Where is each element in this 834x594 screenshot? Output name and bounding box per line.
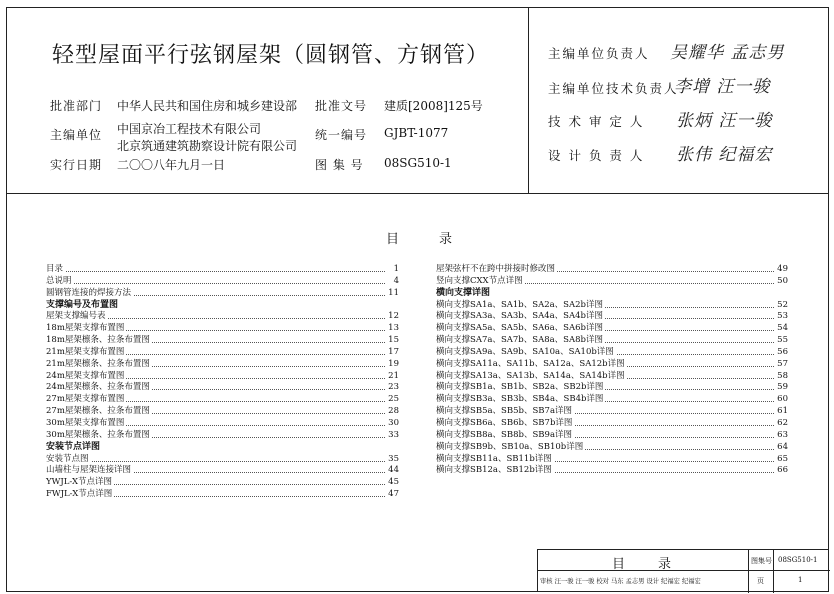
- unified-no: GJBT-1077: [384, 126, 449, 140]
- title-block-atlas-no: 08SG510-1: [778, 556, 818, 564]
- toc-entry-page: 35: [385, 454, 399, 466]
- handwritten-signature: 吴耀华 孟志男: [670, 43, 785, 63]
- toc-entry: [436, 276, 788, 288]
- header-vertical-divider: [528, 7, 529, 193]
- toc-entry-title: 横向支撑SB8a、SB8b、SB9a详图: [436, 429, 573, 440]
- title-block-signoff-row: 审核 汪一骏 汪一骏 校对 马东 孟志男 设计 纪福宏 纪福宏: [540, 578, 701, 585]
- toc-entry-title: 横向支撑SB1a、SB1b、SB2a、SB2b详图: [436, 382, 604, 393]
- toc-entry-title: 屋架支撑编号表: [46, 311, 106, 322]
- responsible-role: 技 术 审 定 人: [548, 114, 645, 129]
- toc-entry-title: 安装节点图: [46, 453, 89, 464]
- toc-entry: [436, 371, 788, 383]
- toc-entry-title: 横向支撑SB3a、SB3b、SB4a、SB4b详图: [436, 394, 604, 405]
- toc-entry-title: 横向支撑SB11a、SB11b详图: [436, 453, 552, 464]
- toc-entry-page: 11: [385, 288, 399, 300]
- toc-entry: [46, 359, 399, 371]
- toc-entry: [436, 394, 788, 406]
- toc-entry-title: FWJL-X节点详图: [46, 489, 113, 500]
- header-divider: [6, 193, 829, 194]
- toc-entry-page: 59: [774, 382, 788, 394]
- toc-entry-title: 圆钢管连接的焊接方法: [46, 287, 132, 298]
- toc-entry-page: 4: [385, 276, 399, 288]
- toc-entry-page: 44: [385, 465, 399, 477]
- toc-entry: [46, 430, 399, 442]
- toc-entry-page: 47: [385, 489, 399, 501]
- toc-entry: [436, 418, 788, 430]
- approve-dept: 中华人民共和国住房和城乡建设部: [117, 99, 298, 113]
- toc-entry-title: 山墙柱与屋架连接详图: [46, 465, 132, 476]
- editor-unit-2: 北京筑通建筑勘察设计院有限公司: [117, 139, 298, 153]
- toc-entry: [46, 311, 399, 323]
- toc-entry-title: 屋架弦杆不在跨中拼接时修改图: [436, 264, 556, 274]
- toc-entry-page: 55: [774, 335, 788, 347]
- handwritten-signature: 张伟 纪福宏: [676, 145, 773, 165]
- toc-section-heading: [46, 442, 399, 454]
- toc-entry-title: 27m屋架支撑布置图: [46, 394, 125, 405]
- toc-entry: [436, 442, 788, 454]
- effective-date: 二〇〇八年九月一日: [117, 158, 226, 172]
- approve-dept-label: 批准部门: [50, 99, 103, 113]
- toc-heading-char: 目: [386, 232, 400, 247]
- toc-entry-title: 27m屋架檩条、拉条布置图: [46, 406, 150, 417]
- toc-entry-title: 目录: [46, 264, 64, 274]
- toc-entry-title: 横向支撑SA7a、SA7b、SA8a、SA8b详图: [436, 335, 603, 346]
- toc-entry-page: 57: [774, 359, 788, 371]
- title-block-page-label: 页: [757, 577, 764, 585]
- toc-entry-title: 18m屋架支撑布置图: [46, 323, 125, 334]
- toc-entry-page: 33: [385, 430, 399, 442]
- toc-entry-page: 21: [385, 371, 399, 383]
- toc-entry-page: 13: [385, 323, 399, 335]
- toc-heading-char: 录: [439, 232, 453, 247]
- toc-entry-page: 66: [774, 465, 788, 477]
- toc-entry-page: 63: [774, 430, 788, 442]
- toc-entry: [436, 335, 788, 347]
- title-block-name: 录: [658, 557, 672, 572]
- approve-doc: 建质[2008]125号: [384, 99, 483, 113]
- toc-entry-title: 21m屋架支撑布置图: [46, 346, 125, 357]
- toc-entry: [46, 371, 399, 383]
- toc-entry-title: 30m屋架支撑布置图: [46, 417, 125, 428]
- toc-entry-page: 64: [774, 442, 788, 454]
- toc-entry-title: 横向支撑详图: [436, 287, 491, 298]
- toc-entry-page: 19: [385, 359, 399, 371]
- toc-entry-title: 30m屋架檩条、拉条布置图: [46, 429, 150, 440]
- toc-entry-page: 12: [385, 311, 399, 323]
- toc-entry: [46, 276, 399, 288]
- toc-entry: [436, 300, 788, 312]
- toc-entry-title: 横向支撑SB9b、SB10a、SB10b详图: [436, 441, 584, 452]
- atlas-title: 轻型屋面平行弦钢屋架（圆钢管、方钢管）: [52, 43, 490, 68]
- toc-entry-title: 支撑编号及布置图: [46, 299, 119, 310]
- toc-section-heading: [436, 288, 788, 300]
- toc-entry-title: 21m屋架檩条、拉条布置图: [46, 358, 150, 369]
- toc-entry-page: 60: [774, 394, 788, 406]
- toc-entry: [46, 477, 399, 489]
- toc-entry-title: 横向支撑SA1a、SA1b、SA2a、SA2b详图: [436, 299, 603, 310]
- toc-entry: [46, 394, 399, 406]
- handwritten-signature: 李增 汪一骏: [674, 77, 771, 97]
- toc-entry-page: 23: [385, 382, 399, 394]
- toc-entry-title: 24m屋架支撑布置图: [46, 370, 125, 381]
- toc-entry-page: 50: [774, 276, 788, 288]
- toc-entry: [46, 454, 399, 466]
- responsible-role: 设 计 负 责 人: [548, 148, 645, 163]
- toc-entry: [46, 323, 399, 335]
- toc-entry-title: 总说明: [46, 275, 72, 286]
- toc-entry-page: 65: [774, 454, 788, 466]
- toc-entry: [46, 288, 399, 300]
- toc-entry: [46, 347, 399, 359]
- toc-entry-page: 1: [385, 264, 399, 276]
- toc-right-column: [436, 264, 788, 477]
- title-block: [537, 549, 829, 592]
- toc-entry-page: 56: [774, 347, 788, 359]
- toc-entry-page: 58: [774, 371, 788, 383]
- toc-entry-title: 横向支撑SB5a、SB5b、SB7a详图: [436, 406, 573, 417]
- toc-entry-page: 15: [385, 335, 399, 347]
- responsible-role: 主编单位负责人: [548, 46, 650, 61]
- toc-entry-page: 54: [774, 323, 788, 335]
- toc-entry-page: 49: [774, 264, 788, 276]
- toc-entry: [436, 264, 788, 276]
- toc-entry: [46, 335, 399, 347]
- toc-entry: [46, 465, 399, 477]
- responsible-role: 主编单位技术负责人: [548, 81, 679, 96]
- toc-entry-title: 横向支撑SA5a、SA5b、SA6a、SA6b详图: [436, 323, 603, 334]
- toc-entry-page: 45: [385, 477, 399, 489]
- toc-entry-title: 横向支撑SA11a、SA11b、SA12a、SA12b详图: [436, 358, 625, 369]
- toc-section-heading: [46, 300, 399, 312]
- toc-entry-page: 62: [774, 418, 788, 430]
- toc-entry-title: 横向支撑SA13a、SA13b、SA14a、SA14b详图: [436, 370, 625, 381]
- title-block-name: 目: [612, 557, 626, 572]
- toc-entry-title: YWJL-X节点详图: [46, 477, 113, 488]
- toc-entry-title: 横向支撑SB12a、SB12b详图: [436, 465, 552, 476]
- date-label: 实行日期: [50, 158, 103, 172]
- toc-entry: [436, 406, 788, 418]
- toc-entry: [436, 347, 788, 359]
- toc-entry: [46, 406, 399, 418]
- toc-entry: [436, 359, 788, 371]
- atlas-no: 08SG510-1: [384, 156, 452, 170]
- toc-entry-page: 61: [774, 406, 788, 418]
- toc-entry-title: 横向支撑SB6a、SB6b、SB7b详图: [436, 417, 573, 428]
- toc-entry-title: 18m屋架檩条、拉条布置图: [46, 335, 150, 346]
- title-block-atlas-label: 图集号: [751, 557, 772, 565]
- toc-entry: [46, 382, 399, 394]
- toc-entry: [46, 264, 399, 276]
- toc-entry-title: 安装节点详图: [46, 441, 101, 452]
- toc-entry-title: 横向支撑SA3a、SA3b、SA4a、SA4b详图: [436, 311, 603, 322]
- handwritten-signature: 张炳 汪一骏: [676, 111, 773, 131]
- atlas-no-label: 图 集 号: [315, 158, 364, 172]
- toc-entry-page: 53: [774, 311, 788, 323]
- editor-unit-label: 主编单位: [50, 128, 103, 142]
- toc-leader-dots: [46, 271, 385, 272]
- editor-unit-1: 中国京冶工程技术有限公司: [117, 122, 262, 136]
- toc-entry-title: 横向支撑SA9a、SA9b、SA10a、SA10b详图: [436, 346, 614, 357]
- approve-doc-label: 批准文号: [315, 99, 368, 113]
- toc-entry: [46, 418, 399, 430]
- toc-entry-title: 24m屋架檩条、拉条布置图: [46, 382, 150, 393]
- toc-left-column: [46, 264, 399, 501]
- toc-entry: [436, 311, 788, 323]
- toc-entry: [436, 465, 788, 477]
- toc-entry: [436, 323, 788, 335]
- title-block-page: 1: [798, 576, 803, 584]
- toc-entry: [46, 489, 399, 501]
- toc-entry: [436, 454, 788, 466]
- toc-leader-dots: [46, 461, 385, 462]
- toc-entry-title: 竖向支撑CXX节点详图: [436, 275, 523, 286]
- toc-entry-page: 52: [774, 300, 788, 312]
- toc-entry: [436, 382, 788, 394]
- toc-entry-page: 25: [385, 394, 399, 406]
- toc-entry: [436, 430, 788, 442]
- unified-no-label: 统一编号: [315, 128, 368, 142]
- toc-entry-page: 30: [385, 418, 399, 430]
- toc-entry-page: 28: [385, 406, 399, 418]
- toc-leader-dots: [46, 283, 385, 284]
- toc-entry-page: 17: [385, 347, 399, 359]
